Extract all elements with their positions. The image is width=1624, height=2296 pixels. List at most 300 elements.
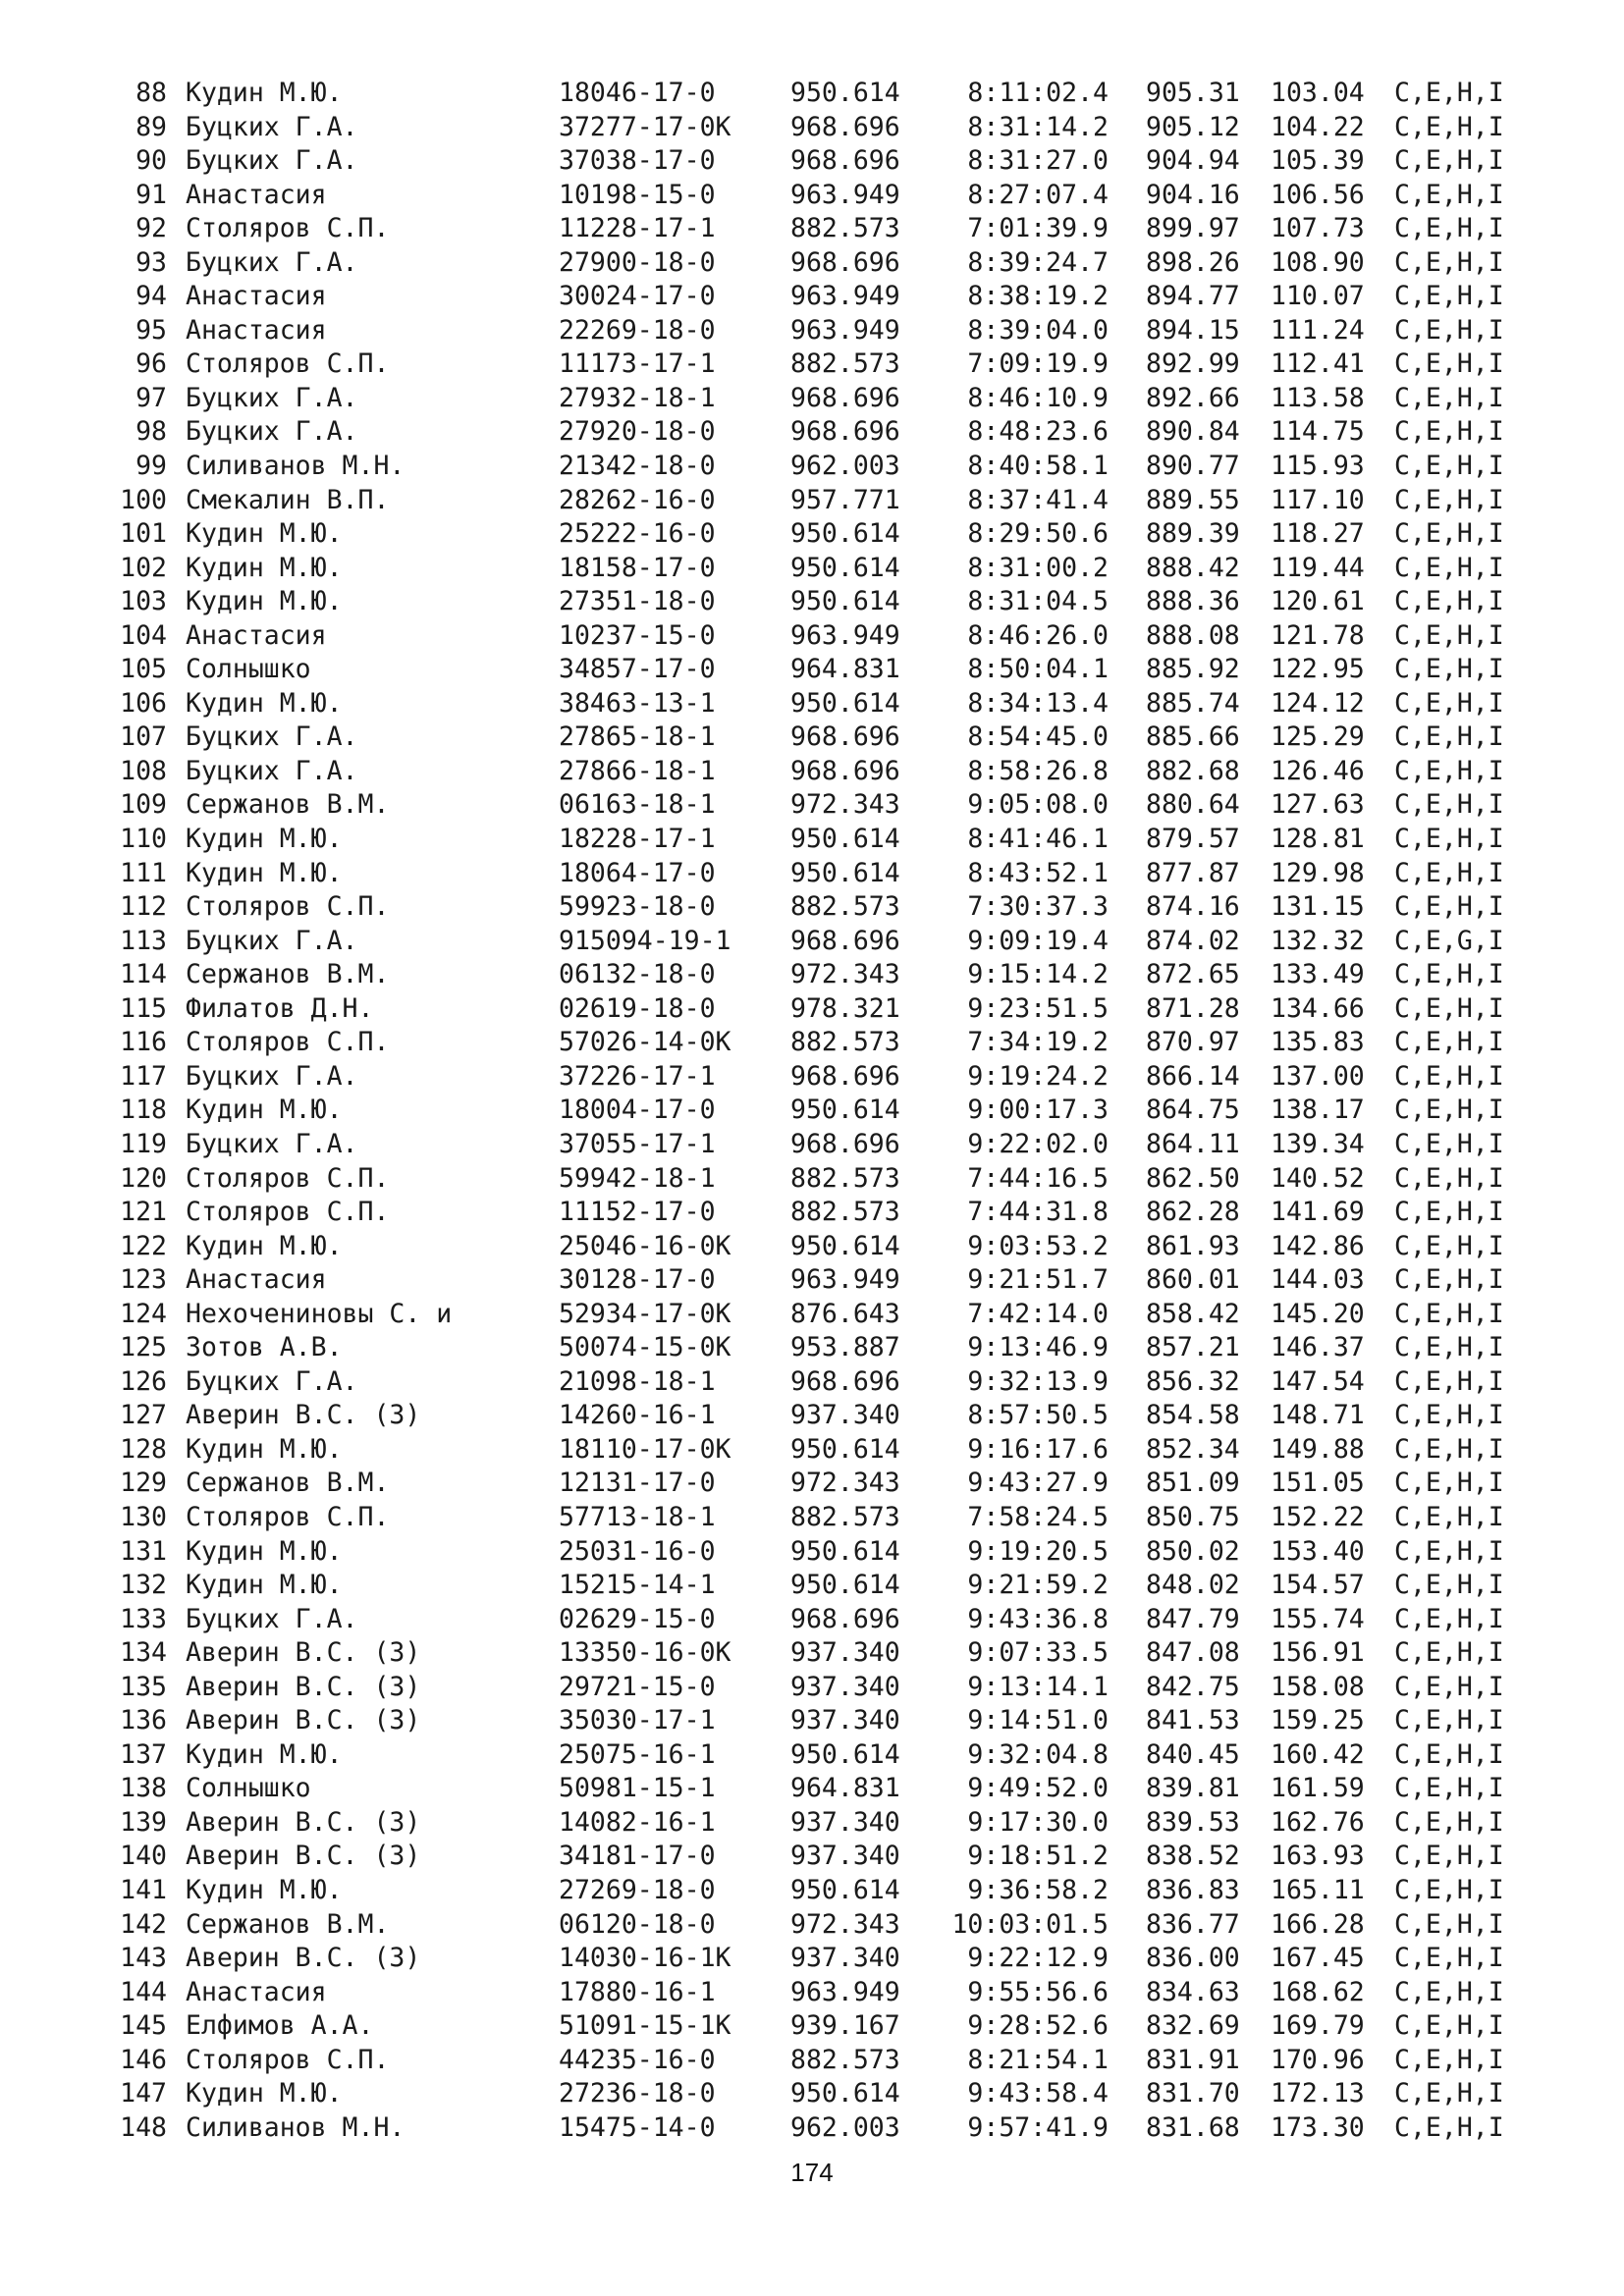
categories-cell: C,E,H,I (1394, 484, 1504, 515)
row-number-cell: 93 (135, 246, 167, 278)
categories-cell: C,E,H,I (1394, 2044, 1504, 2075)
table-row (0, 992, 1624, 1027)
categories-cell: C,E,G,I (1394, 925, 1504, 956)
ring-number-cell: 34857-17-0 (559, 654, 716, 685)
speed-cell: 831.70 (1146, 2078, 1240, 2109)
results-table (0, 77, 1624, 2145)
flight-time-cell: 9:43:58.4 (967, 2078, 1109, 2109)
points-cell: 125.29 (1271, 721, 1365, 753)
categories-cell: C,E,H,I (1394, 1841, 1504, 1872)
points-cell: 152.22 (1271, 1501, 1365, 1532)
speed-cell: 872.65 (1146, 959, 1240, 990)
points-cell: 153.40 (1271, 1535, 1365, 1567)
categories-cell: C,E,H,I (1394, 1128, 1504, 1159)
table-row (0, 1230, 1624, 1264)
flight-time-cell: 9:17:30.0 (967, 1806, 1109, 1838)
categories-cell: C,E,H,I (1394, 992, 1504, 1024)
row-number-cell: 120 (120, 1162, 167, 1194)
distance-cell: 978.321 (790, 992, 900, 1024)
fancier-name-cell: Буцких Г.А. (186, 1128, 358, 1159)
ring-number-cell: 15215-14-1 (559, 1570, 716, 1601)
row-number-cell: 125 (120, 1332, 167, 1363)
ring-number-cell: 25031-16-0 (559, 1535, 716, 1567)
categories-cell: C,E,H,I (1394, 1535, 1504, 1567)
fancier-name-cell: Кудин М.Ю. (186, 1535, 343, 1567)
page-number: 174 (790, 2158, 834, 2187)
ring-number-cell: 17880-16-1 (559, 1976, 716, 2007)
points-cell: 124.12 (1271, 687, 1365, 719)
speed-cell: 894.15 (1146, 314, 1240, 346)
table-row (0, 1908, 1624, 1943)
table-row (0, 246, 1624, 281)
distance-cell: 972.343 (790, 1468, 900, 1499)
categories-cell: C,E,H,I (1394, 78, 1504, 108)
ring-number-cell: 27932-18-1 (559, 382, 716, 413)
ring-number-cell: 37038-17-0 (559, 145, 716, 177)
points-cell: 156.91 (1271, 1637, 1365, 1669)
table-row (0, 823, 1624, 857)
table-row (0, 890, 1624, 925)
distance-cell: 950.614 (790, 1738, 900, 1770)
points-cell: 162.76 (1271, 1806, 1365, 1838)
ring-number-cell: 25075-16-1 (559, 1738, 716, 1770)
fancier-name-cell: Кудин М.Ю. (186, 1570, 343, 1601)
categories-cell: C,E,H,I (1394, 111, 1504, 142)
speed-cell: 834.63 (1146, 1976, 1240, 2007)
row-number-cell: 112 (120, 891, 167, 923)
row-number-cell: 134 (120, 1637, 167, 1669)
fancier-name-cell: Кудин М.Ю. (186, 2078, 343, 2109)
table-row (0, 585, 1624, 619)
row-number-cell: 111 (120, 857, 167, 888)
row-number-cell: 130 (120, 1501, 167, 1532)
row-number-cell: 113 (120, 925, 167, 956)
row-number-cell: 114 (120, 959, 167, 990)
table-row (0, 280, 1624, 314)
row-number-cell: 91 (135, 179, 167, 210)
flight-time-cell: 9:13:46.9 (967, 1332, 1109, 1363)
flight-time-cell: 9:55:56.6 (967, 1976, 1109, 2007)
distance-cell: 972.343 (790, 959, 900, 990)
table-row (0, 1636, 1624, 1671)
categories-cell: C,E,H,I (1394, 824, 1504, 855)
fancier-name-cell: Буцких Г.А. (186, 721, 358, 753)
fancier-name-cell: Кудин М.Ю. (186, 552, 343, 583)
fancier-name-cell: Аверин В.С. (З) (186, 1806, 421, 1838)
fancier-name-cell: Аверин В.С. (З) (186, 1841, 421, 1872)
speed-cell: 864.11 (1146, 1128, 1240, 1159)
speed-cell: 850.02 (1146, 1535, 1240, 1567)
flight-time-cell: 10:03:01.5 (951, 1908, 1109, 1940)
fancier-name-cell: Буцких Г.А. (186, 925, 358, 956)
points-cell: 163.93 (1271, 1841, 1365, 1872)
points-cell: 128.81 (1271, 824, 1365, 855)
categories-cell: C,E,H,I (1394, 2111, 1504, 2143)
distance-cell: 964.831 (790, 1773, 900, 1804)
table-row (0, 111, 1624, 145)
fancier-name-cell: Аверин В.С. (З) (186, 1943, 421, 1974)
distance-cell: 963.949 (790, 179, 900, 210)
table-row (0, 788, 1624, 823)
categories-cell: C,E,H,I (1394, 145, 1504, 177)
points-cell: 173.30 (1271, 2111, 1365, 2143)
ring-number-cell: 28262-16-0 (559, 484, 716, 515)
row-number-cell: 89 (135, 111, 167, 142)
distance-cell: 962.003 (790, 2111, 900, 2143)
row-number-cell: 116 (120, 1027, 167, 1058)
distance-cell: 937.340 (790, 1637, 900, 1669)
flight-time-cell: 9:22:12.9 (967, 1943, 1109, 1974)
distance-cell: 950.614 (790, 1230, 900, 1261)
speed-cell: 871.28 (1146, 992, 1240, 1024)
speed-cell: 882.68 (1146, 755, 1240, 786)
row-number-cell: 99 (135, 451, 167, 482)
fancier-name-cell: Аверин В.С. (З) (186, 1637, 421, 1669)
ring-number-cell: 21098-18-1 (559, 1365, 716, 1397)
distance-cell: 950.614 (790, 687, 900, 719)
points-cell: 151.05 (1271, 1468, 1365, 1499)
categories-cell: C,E,H,I (1394, 857, 1504, 888)
fancier-name-cell: Столяров С.П. (186, 213, 390, 244)
points-cell: 155.74 (1271, 1603, 1365, 1634)
row-number-cell: 147 (120, 2078, 167, 2109)
distance-cell: 950.614 (790, 1095, 900, 1126)
flight-time-cell: 9:03:53.2 (967, 1230, 1109, 1261)
points-cell: 129.98 (1271, 857, 1365, 888)
categories-cell: C,E,H,I (1394, 1908, 1504, 1940)
row-number-cell: 92 (135, 213, 167, 244)
flight-time-cell: 9:32:04.8 (967, 1738, 1109, 1770)
flight-time-cell: 9:13:14.1 (967, 1671, 1109, 1702)
flight-time-cell: 8:43:52.1 (967, 857, 1109, 888)
speed-cell: 836.83 (1146, 1874, 1240, 1905)
categories-cell: C,E,H,I (1394, 179, 1504, 210)
speed-cell: 885.66 (1146, 721, 1240, 753)
distance-cell: 882.573 (790, 1162, 900, 1194)
table-row (0, 1671, 1624, 1705)
fancier-name-cell: Буцких Г.А. (186, 1060, 358, 1092)
fancier-name-cell: Буцких Г.А. (186, 382, 358, 413)
table-row (0, 1365, 1624, 1400)
points-cell: 166.28 (1271, 1908, 1365, 1940)
table-row (0, 1467, 1624, 1501)
distance-cell: 882.573 (790, 891, 900, 923)
distance-cell: 950.614 (790, 1570, 900, 1601)
speed-cell: 836.00 (1146, 1943, 1240, 1974)
points-cell: 133.49 (1271, 959, 1365, 990)
speed-cell: 888.36 (1146, 586, 1240, 617)
fancier-name-cell: Сержанов В.М. (186, 1908, 390, 1940)
points-cell: 131.15 (1271, 891, 1365, 923)
points-cell: 169.79 (1271, 2010, 1365, 2042)
ring-number-cell: 50074-15-0K (559, 1332, 731, 1363)
table-row (0, 1298, 1624, 1332)
ring-number-cell: 27900-18-0 (559, 246, 716, 278)
row-number-cell: 115 (120, 992, 167, 1024)
distance-cell: 972.343 (790, 789, 900, 821)
distance-cell: 963.949 (790, 619, 900, 651)
points-cell: 108.90 (1271, 246, 1365, 278)
points-cell: 170.96 (1271, 2044, 1365, 2075)
categories-cell: C,E,H,I (1394, 586, 1504, 617)
row-number-cell: 140 (120, 1841, 167, 1872)
speed-cell: 892.99 (1146, 348, 1240, 380)
distance-cell: 963.949 (790, 314, 900, 346)
fancier-name-cell: Столяров С.П. (186, 1197, 390, 1228)
ring-number-cell: 59942-18-1 (559, 1162, 716, 1194)
row-number-cell: 106 (120, 687, 167, 719)
distance-cell: 950.614 (790, 857, 900, 888)
row-number-cell: 138 (120, 1773, 167, 1804)
distance-cell: 968.696 (790, 416, 900, 448)
categories-cell: C,E,H,I (1394, 619, 1504, 651)
points-cell: 154.57 (1271, 1570, 1365, 1601)
row-number-cell: 135 (120, 1671, 167, 1702)
flight-time-cell: 9:43:27.9 (967, 1468, 1109, 1499)
categories-cell: C,E,H,I (1394, 1976, 1504, 2007)
distance-cell: 950.614 (790, 2078, 900, 2109)
ring-number-cell: 21342-18-0 (559, 451, 716, 482)
flight-time-cell: 8:39:24.7 (967, 246, 1109, 278)
categories-cell: C,E,H,I (1394, 416, 1504, 448)
categories-cell: C,E,H,I (1394, 1637, 1504, 1669)
categories-cell: C,E,H,I (1394, 1806, 1504, 1838)
fancier-name-cell: Смекалин В.П. (186, 484, 390, 515)
distance-cell: 939.167 (790, 2010, 900, 2042)
row-number-cell: 104 (120, 619, 167, 651)
flight-time-cell: 8:54:45.0 (967, 721, 1109, 753)
speed-cell: 862.28 (1146, 1197, 1240, 1228)
row-number-cell: 132 (120, 1570, 167, 1601)
flight-time-cell: 8:31:00.2 (967, 552, 1109, 583)
ring-number-cell: 06132-18-0 (559, 959, 716, 990)
ring-number-cell: 27351-18-0 (559, 586, 716, 617)
speed-cell: 898.26 (1146, 246, 1240, 278)
table-row (0, 653, 1624, 687)
ring-number-cell: 18064-17-0 (559, 857, 716, 888)
flight-time-cell: 8:11:02.4 (967, 78, 1109, 108)
fancier-name-cell: Аверин В.С. (З) (186, 1671, 421, 1702)
ring-number-cell: 18110-17-0K (559, 1433, 731, 1465)
flight-time-cell: 9:21:59.2 (967, 1570, 1109, 1601)
distance-cell: 968.696 (790, 721, 900, 753)
row-number-cell: 100 (120, 484, 167, 515)
ring-number-cell: 38463-13-1 (559, 687, 716, 719)
table-row (0, 450, 1624, 484)
flight-time-cell: 9:00:17.3 (967, 1095, 1109, 1126)
speed-cell: 885.74 (1146, 687, 1240, 719)
fancier-name-cell: Анастасия (186, 1264, 327, 1296)
flight-time-cell: 8:46:10.9 (967, 382, 1109, 413)
row-number-cell: 137 (120, 1738, 167, 1770)
points-cell: 126.46 (1271, 755, 1365, 786)
flight-time-cell: 7:30:37.3 (967, 891, 1109, 923)
table-row (0, 1772, 1624, 1806)
row-number-cell: 109 (120, 789, 167, 821)
ring-number-cell: 18004-17-0 (559, 1095, 716, 1126)
points-cell: 149.88 (1271, 1433, 1365, 1465)
table-row (0, 2111, 1624, 2146)
distance-cell: 882.573 (790, 1197, 900, 1228)
flight-time-cell: 7:09:19.9 (967, 348, 1109, 380)
speed-cell: 889.55 (1146, 484, 1240, 515)
ring-number-cell: 35030-17-1 (559, 1705, 716, 1736)
fancier-name-cell: Филатов Д.Н. (186, 992, 374, 1024)
flight-time-cell: 7:44:31.8 (967, 1197, 1109, 1228)
fancier-name-cell: Столяров С.П. (186, 1162, 390, 1194)
speed-cell: 862.50 (1146, 1162, 1240, 1194)
table-row (0, 1501, 1624, 1535)
ring-number-cell: 27920-18-0 (559, 416, 716, 448)
points-cell: 105.39 (1271, 145, 1365, 177)
speed-cell: 848.02 (1146, 1570, 1240, 1601)
row-number-cell: 118 (120, 1095, 167, 1126)
fancier-name-cell: Анастасия (186, 619, 327, 651)
distance-cell: 968.696 (790, 755, 900, 786)
distance-cell: 953.887 (790, 1332, 900, 1363)
table-row (0, 1704, 1624, 1738)
flight-time-cell: 9:21:51.7 (967, 1264, 1109, 1296)
flight-time-cell: 9:19:20.5 (967, 1535, 1109, 1567)
speed-cell: 847.79 (1146, 1603, 1240, 1634)
distance-cell: 882.573 (790, 348, 900, 380)
speed-cell: 864.75 (1146, 1095, 1240, 1126)
points-cell: 103.04 (1271, 78, 1365, 108)
table-row (0, 552, 1624, 586)
row-number-cell: 139 (120, 1806, 167, 1838)
points-cell: 160.42 (1271, 1738, 1365, 1770)
distance-cell: 950.614 (790, 1535, 900, 1567)
table-row (0, 347, 1624, 382)
table-row (0, 1942, 1624, 1976)
speed-cell: 866.14 (1146, 1060, 1240, 1092)
table-row (0, 415, 1624, 450)
flight-time-cell: 8:46:26.0 (967, 619, 1109, 651)
points-cell: 132.32 (1271, 925, 1365, 956)
speed-cell: 838.52 (1146, 1841, 1240, 1872)
points-cell: 159.25 (1271, 1705, 1365, 1736)
distance-cell: 968.696 (790, 1060, 900, 1092)
points-cell: 146.37 (1271, 1332, 1365, 1363)
categories-cell: C,E,H,I (1394, 213, 1504, 244)
table-row (0, 1976, 1624, 2010)
flight-time-cell: 8:34:13.4 (967, 687, 1109, 719)
table-row (0, 1569, 1624, 1603)
fancier-name-cell: Солнышко (186, 654, 311, 685)
flight-time-cell: 8:31:04.5 (967, 586, 1109, 617)
speed-cell: 904.94 (1146, 145, 1240, 177)
table-row (0, 179, 1624, 213)
row-number-cell: 101 (120, 518, 167, 550)
distance-cell: 876.643 (790, 1298, 900, 1329)
categories-cell: C,E,H,I (1394, 1671, 1504, 1702)
speed-cell: 831.91 (1146, 2044, 1240, 2075)
ring-number-cell: 37277-17-0K (559, 111, 731, 142)
distance-cell: 882.573 (790, 1501, 900, 1532)
points-cell: 120.61 (1271, 586, 1365, 617)
row-number-cell: 88 (135, 78, 167, 108)
speed-cell: 905.31 (1146, 78, 1240, 108)
row-number-cell: 143 (120, 1943, 167, 1974)
speed-cell: 847.08 (1146, 1637, 1240, 1669)
fancier-name-cell: Столяров С.П. (186, 891, 390, 923)
row-number-cell: 122 (120, 1230, 167, 1261)
ring-number-cell: 11152-17-0 (559, 1197, 716, 1228)
row-number-cell: 144 (120, 1976, 167, 2007)
fancier-name-cell: Сержанов В.М. (186, 959, 390, 990)
table-row (0, 314, 1624, 348)
categories-cell: C,E,H,I (1394, 281, 1504, 312)
speed-cell: 874.02 (1146, 925, 1240, 956)
flight-time-cell: 9:23:51.5 (967, 992, 1109, 1024)
speed-cell: 861.93 (1146, 1230, 1240, 1261)
categories-cell: C,E,H,I (1394, 1501, 1504, 1532)
distance-cell: 950.614 (790, 824, 900, 855)
table-row (0, 1128, 1624, 1162)
ring-number-cell: 11228-17-1 (559, 213, 716, 244)
distance-cell: 968.696 (790, 145, 900, 177)
speed-cell: 857.21 (1146, 1332, 1240, 1363)
fancier-name-cell: Кудин М.Ю. (186, 1738, 343, 1770)
fancier-name-cell: Буцких Г.А. (186, 1365, 358, 1397)
speed-cell: 836.77 (1146, 1908, 1240, 1940)
ring-number-cell: 18158-17-0 (559, 552, 716, 583)
table-row (0, 484, 1624, 518)
ring-number-cell: 44235-16-0 (559, 2044, 716, 2075)
distance-cell: 968.696 (790, 1128, 900, 1159)
flight-time-cell: 7:44:16.5 (967, 1162, 1109, 1194)
speed-cell: 879.57 (1146, 824, 1240, 855)
table-row (0, 77, 1624, 111)
speed-cell: 904.16 (1146, 179, 1240, 210)
categories-cell: C,E,H,I (1394, 2078, 1504, 2109)
points-cell: 111.24 (1271, 314, 1365, 346)
points-cell: 165.11 (1271, 1874, 1365, 1905)
speed-cell: 877.87 (1146, 857, 1240, 888)
ring-number-cell: 50981-15-1 (559, 1773, 716, 1804)
categories-cell: C,E,H,I (1394, 1332, 1504, 1363)
row-number-cell: 124 (120, 1298, 167, 1329)
flight-time-cell: 7:42:14.0 (967, 1298, 1109, 1329)
categories-cell: C,E,H,I (1394, 1874, 1504, 1905)
table-row (0, 1603, 1624, 1637)
table-row (0, 144, 1624, 179)
categories-cell: C,E,H,I (1394, 1298, 1504, 1329)
points-cell: 118.27 (1271, 518, 1365, 550)
flight-time-cell: 8:48:23.6 (967, 416, 1109, 448)
flight-time-cell: 8:38:19.2 (967, 281, 1109, 312)
table-row (0, 1196, 1624, 1230)
points-cell: 147.54 (1271, 1365, 1365, 1397)
ring-number-cell: 57026-14-0K (559, 1027, 731, 1058)
categories-cell: C,E,H,I (1394, 1095, 1504, 1126)
ring-number-cell: 52934-17-0K (559, 1298, 731, 1329)
flight-time-cell: 9:28:52.6 (967, 2010, 1109, 2042)
flight-time-cell: 9:32:13.9 (967, 1365, 1109, 1397)
row-number-cell: 121 (120, 1197, 167, 1228)
fancier-name-cell: Аверин В.С. (З) (186, 1400, 421, 1431)
speed-cell: 874.16 (1146, 891, 1240, 923)
ring-number-cell: 10198-15-0 (559, 179, 716, 210)
categories-cell: C,E,H,I (1394, 1027, 1504, 1058)
speed-cell: 899.97 (1146, 213, 1240, 244)
fancier-name-cell: Кудин М.Ю. (186, 824, 343, 855)
ring-number-cell: 27236-18-0 (559, 2078, 716, 2109)
ring-number-cell: 06120-18-0 (559, 1908, 716, 1940)
speed-cell: 890.77 (1146, 451, 1240, 482)
fancier-name-cell: Сержанов В.М. (186, 1468, 390, 1499)
speed-cell: 889.39 (1146, 518, 1240, 550)
